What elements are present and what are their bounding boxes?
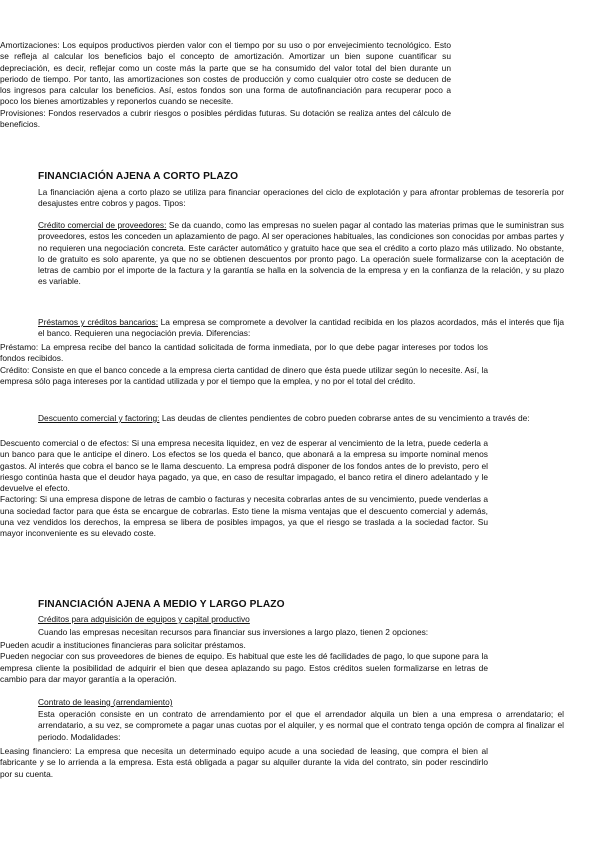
subheading: Préstamos y créditos bancarios: <box>38 317 159 327</box>
list-item <box>0 342 488 365</box>
intro-bullet-list <box>0 40 451 130</box>
list-item-text: Pueden acudir a instituciones financieras para solicitar préstamos. <box>0 640 246 650</box>
bullet-text: Los equipos productivos pierden valor con el tiempo por su uso o por envejecimiento tecnológico. Esto se refleja al calcular los beneficios bajo el concepto de amortización. Amortizar un bien supone cuantificar su depreciación, es decir, reflejar como un coste más la parte que se ha consumido del valor total del bien durante un periodo de tiempo. Por tanto, las amortizaciones son costes de producción y como cualquier otro coste se deducen de los ingresos para calcular los beneficios. Así, estos fondos son una forma de autofinanciación para recuperar poco a poco los bienes amortizables y reponerlos cuando se necesite. <box>0 40 451 107</box>
list-item-text: Préstamo: La empresa recibe del banco la cantidad solicitada de forma inmediata, por lo que debe pagar intereses por todos los fondos recibidos. <box>0 342 488 364</box>
list-item-text: Pueden negociar con sus proveedores de bienes de equipo. Es habitual que este les dé facilidades de pago, lo que supone para la empresa cliente la posibilidad de adquirir el bien que desea aplazando su pago. Estos créditos suelen formalizarse en letras de cambio para dar mayor garantía a la operación. <box>0 651 488 684</box>
list-item-text: Factoring: Si una empresa dispone de letras de cambio o facturas y necesita cobrarlas antes de su vencimiento, puede venderlas a una sociedad factor para que ésta se encargue de cobrarlas. Esto tiene la misma ventajas que el descuento comercial y además, una vez vendidos los derechos, la empresa se libera de posibles impagos, ya que el riesgo se traslada a la sociedad factor. Su mayor inconveniente es su elevado coste. <box>0 494 488 539</box>
list-item-text: Descuento comercial o de efectos: Si una empresa necesita liquidez, en vez de esperar al vencimiento de la letra, puede cederla a un banco para que le anticipe el dinero. Los efectos se los queda el banco, que abonará a la empresa su importe nominal menos gastos. Al interés que cobra el banco se le llama descuento. La empresa podrá disponer de los fondos antes de lo previsto, pero el riesgo continúa hasta que el deudor haya pagado, ya que, en caso de resultar impagado, el banco retira el dinero adelantado y le devuelve el efecto. <box>0 438 488 494</box>
bullet-text: Fondos reservados a cubrir riesgos o posibles pérdidas futuras. Su dotación se realiza antes del cálculo de beneficios. <box>0 107 451 130</box>
paragraph-text: Las deudas de clientes pendientes de cobro pueden cobrarse antes de su vencimiento a través de: <box>159 413 530 423</box>
list-item <box>0 746 488 780</box>
list-item <box>0 40 451 108</box>
prestamos-list <box>0 342 488 387</box>
section-title: FINANCIACIÓN AJENA A CORTO PLAZO <box>38 171 239 182</box>
bullet-term: Provisiones: <box>0 107 46 118</box>
list-item <box>0 108 451 131</box>
subheading: Crédito comercial de proveedores: <box>38 220 167 230</box>
subheading: Contrato de leasing (arrendamiento) <box>38 697 173 707</box>
descuento-list <box>0 438 488 540</box>
list-item-text: Crédito: Consiste en que el banco concede a la empresa cierta cantidad de dinero que ésta puede utilizar según lo necesite. Así, la empresa sólo paga intereses por la cantidad utilizada y por el tiempo que la emplea, y no por el total del crédito. <box>0 364 488 386</box>
prestamos-paragraph <box>38 317 564 340</box>
leasing-list <box>0 746 488 780</box>
list-item <box>0 651 488 685</box>
descuento-paragraph <box>38 413 564 424</box>
subheading: Descuento comercial y factoring: <box>38 413 160 423</box>
section-intro: La financiación ajena a corto plazo se utiliza para financiar operaciones del ciclo de explotación y para afrontar problemas de tesorería por desajustes entre cobros y pagos. Tipos: <box>38 187 564 209</box>
creditos-list <box>0 640 488 685</box>
subheading: Créditos para adquisición de equipos y capital productivo <box>38 614 250 624</box>
list-item <box>0 365 488 388</box>
list-item <box>0 494 488 539</box>
list-item-text: Leasing financiero: La empresa que necesita un determinado equipo acude a una sociedad de leasing, que compra el bien al fabricante y se lo arrienda a la empresa. Esta está obligada a pagar su alquiler durante la vida del contrato, sin poder rescindirlo por su cuenta. <box>0 746 488 779</box>
paragraph-text: Se da cuando, como las empresas no suelen pagar al contado las materias primas que le suministran sus proveedores, estos les conceden un aplazamiento de pago. Al ser operaciones habituales, las condiciones son conocidas por ambas partes y no requieren una negociación concreta. Este carácter automático y gratuito hace que sea el crédito a corto plazo más utilizado. No obstante, lo de gratuito es solo aparente, ya que no se obtienen descuentos por pronto pago. La operación suele formalizarse con la aceptación de letras de cambio por el importe de la factura y la garantía se halla en la solvencia de la empresa y en la confianza de la relación, y su plazo es variable. <box>38 220 564 287</box>
section-title: FINANCIACIÓN AJENA A MEDIO Y LARGO PLAZO <box>38 599 285 610</box>
creditos-intro: Cuando las empresas necesitan recursos para financiar sus inversiones a largo plazo, tienen 2 opciones: <box>38 627 429 637</box>
list-item <box>0 438 488 494</box>
list-item <box>0 640 488 651</box>
bullet-term: Amortizaciones: <box>0 40 60 50</box>
paragraph-text: La empresa se compromete a devolver la cantidad recibida en los plazos acordados, más el interés que fija el banco. Requieren una negociación previa. Diferencias: <box>38 317 564 339</box>
leasing-intro: Esta operación consiste en un contrato de arrendamiento por el que el arrendador alquila un bien a una empresa o arrendatario; el arrendatario, a su vez, se compromete a pagar unas cuotas por el alquiler, y es normal que el contrato tenga opción de compra al finalizar el periodo. Modalidades: <box>38 709 564 742</box>
credito-comercial-paragraph <box>38 220 564 288</box>
